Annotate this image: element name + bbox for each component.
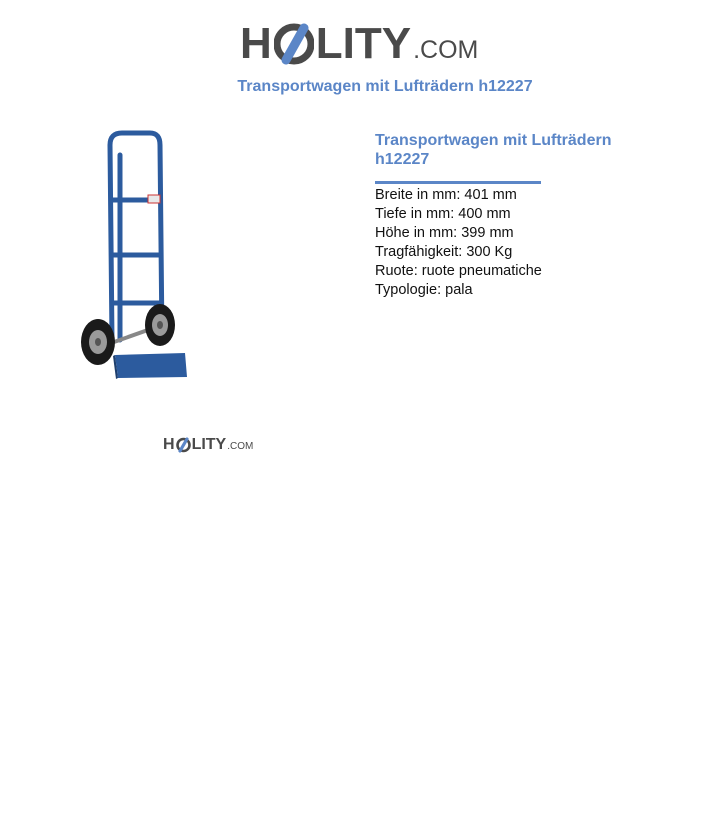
product-title: Transportwagen mit Lufträdern h12227 [375,132,612,168]
title-divider [375,181,541,184]
small-logo-letters-lity: LITY [191,436,227,453]
small-logo [163,437,253,453]
spec-depth: Tiefe in mm: 400 mm [375,206,511,222]
page-title: Transportwagen mit Lufträdern h12227 [237,78,533,95]
spec-width: Breite in mm: 401 mm [375,187,517,203]
small-logo-o-mark-icon [176,437,191,453]
spec-capacity: Tragfähigkeit: 300 Kg [375,244,513,260]
product-info [375,131,645,300]
logo-letters-lity: LITY [315,19,412,68]
spec-type: Typologie: pala [375,282,473,298]
site-logo[interactable] [240,14,478,66]
logo-letter-h: H [240,19,272,68]
spec-height: Höhe in mm: 399 mm [375,225,514,241]
hand-truck-icon [70,125,230,390]
spec-wheels: Ruote: ruote pneumatiche [375,263,542,279]
logo-tld: .COM [413,36,479,64]
logo-o-mark-icon [274,22,314,66]
small-logo-tld: .COM [227,441,254,452]
small-logo-letter-h: H [163,436,175,453]
